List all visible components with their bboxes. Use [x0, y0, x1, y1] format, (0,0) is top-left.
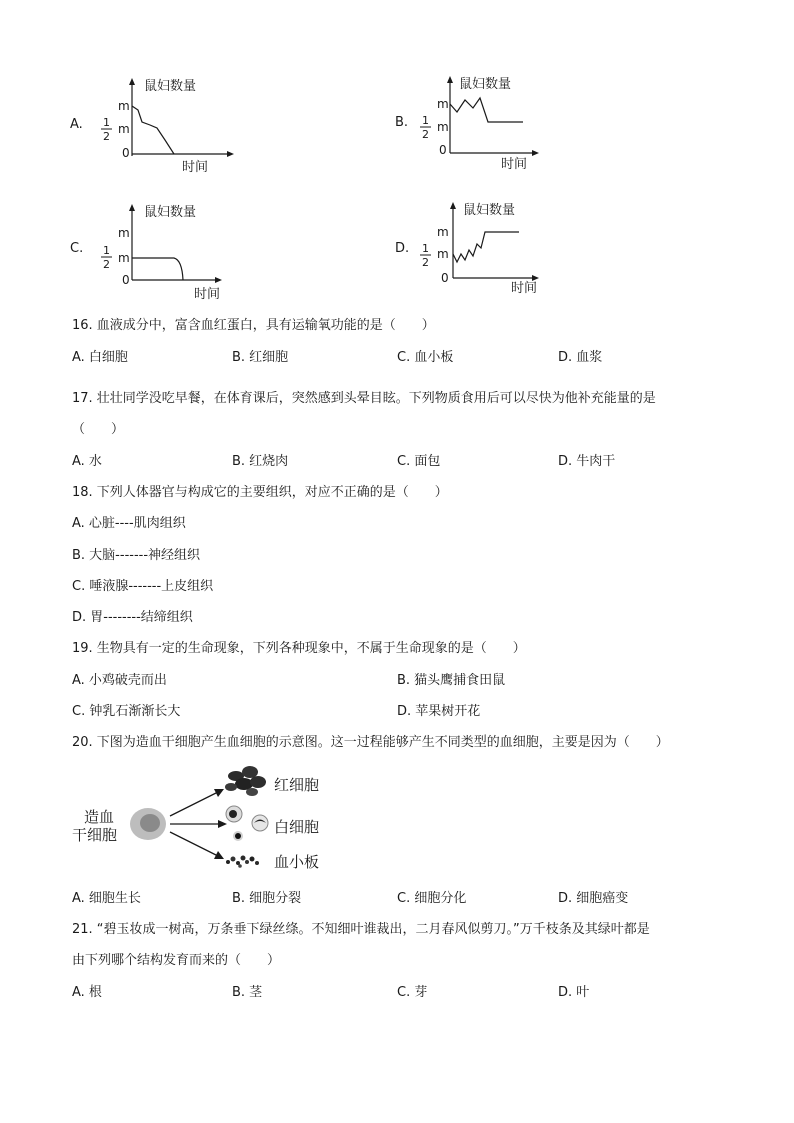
hematopoiesis-diagram [70, 762, 370, 882]
y-axis-label: 鼠妇数量 [144, 79, 197, 94]
half-m-label: m [437, 120, 449, 134]
x-axis-label: 时间 [511, 281, 538, 296]
y-axis-label: 鼠妇数量 [144, 205, 197, 220]
graph-option-b [395, 74, 575, 174]
half-numerator: 1 [422, 114, 429, 127]
half-numerator: 1 [103, 116, 110, 129]
m-label: m [437, 97, 449, 111]
graph-c-svg [70, 200, 250, 304]
zero-label: 0 [122, 146, 130, 160]
platelets [226, 856, 259, 868]
question-18-stem: 18. 下列人体器官与构成它的主要组织，对应不正确的是（ ） [72, 485, 448, 500]
q20-option-b[interactable]: B. 细胞分裂 [232, 891, 302, 906]
x-axis-label: 时间 [182, 160, 209, 175]
option-letter: D. [395, 241, 410, 256]
question-16-stem: 16. 血液成分中，富含血红蛋白，具有运输氧功能的是（ ） [72, 318, 435, 333]
option-letter: C. [70, 241, 84, 256]
half-m-label: m [437, 247, 449, 261]
q16-option-a[interactable]: A. 白细胞 [72, 350, 128, 365]
m-label: m [437, 225, 449, 239]
stem-cell-nucleus [140, 814, 160, 832]
half-m-label: m [118, 251, 130, 265]
q17-option-d[interactable]: D. 牛肉干 [558, 454, 616, 469]
question-21-stem-cont: 由下列哪个结构发育而来的（ ） [72, 953, 281, 968]
half-denominator: 2 [103, 258, 110, 271]
graph-a-svg [70, 76, 250, 176]
graph-d-svg [395, 198, 575, 302]
half-numerator: 1 [422, 242, 429, 255]
question-19-stem: 19. 生物具有一定的生命现象，下列各种现象中，不属于生命现象的是（ ） [72, 641, 526, 656]
curve-c [132, 258, 183, 280]
q16-option-c[interactable]: C. 血小板 [397, 350, 454, 365]
half-m-label: m [118, 122, 130, 136]
curve-d [453, 232, 519, 262]
stem-cell-label-line1: 造血 [84, 808, 115, 826]
q18-option-b[interactable]: B. 大脑-------神经组织 [72, 548, 201, 563]
q16-option-b[interactable]: B. 红细胞 [232, 350, 289, 365]
question-17-stem: 17. 壮壮同学没吃早餐，在体育课后，突然感到头晕目眩。下列物质食用后可以尽快为他补充能量的是 [72, 391, 656, 406]
q18-option-a[interactable]: A. 心脏----肌肉组织 [72, 516, 186, 531]
q18-option-d[interactable]: D. 胃--------结缔组织 [72, 610, 193, 625]
graph-option-a [70, 76, 250, 176]
q21-option-d[interactable]: D. 叶 [558, 985, 590, 1000]
m-label: m [118, 99, 130, 113]
q16-option-d[interactable]: D. 血浆 [558, 350, 603, 365]
q20-option-d[interactable]: D. 细胞癌变 [558, 891, 629, 906]
option-letter: A. [70, 117, 83, 132]
q20-option-a[interactable]: A. 细胞生长 [72, 891, 141, 906]
q21-option-b[interactable]: B. 茎 [232, 985, 263, 1000]
curve-b [450, 98, 523, 122]
q17-option-c[interactable]: C. 面包 [397, 454, 441, 469]
graph-option-d [395, 198, 575, 302]
half-denominator: 2 [422, 256, 429, 269]
y-axis-label: 鼠妇数量 [463, 203, 516, 218]
q21-option-c[interactable]: C. 芽 [397, 985, 428, 1000]
white-blood-cells [226, 806, 268, 841]
question-20-stem: 20. 下图为造血干细胞产生血细胞的示意图。这一过程能够产生不同类型的血细胞，主要是因为（ ） [72, 735, 669, 750]
red-blood-cells [225, 766, 266, 796]
half-denominator: 2 [103, 130, 110, 143]
question-17-stem-cont: （ ） [72, 422, 125, 437]
stem-cell-label-line2: 干细胞 [72, 826, 118, 844]
zero-label: 0 [439, 143, 447, 157]
y-axis-label: 鼠妇数量 [459, 77, 512, 92]
graph-option-c [70, 200, 250, 304]
q17-option-b[interactable]: B. 红烧肉 [232, 454, 289, 469]
platelet-label: 血小板 [274, 853, 320, 871]
m-label: m [118, 226, 130, 240]
q20-option-c[interactable]: C. 细胞分化 [397, 891, 467, 906]
q19-option-b[interactable]: B. 猫头鹰捕食田鼠 [397, 673, 506, 688]
half-denominator: 2 [422, 128, 429, 141]
white-cell-label: 白细胞 [274, 818, 320, 836]
q21-option-a[interactable]: A. 根 [72, 985, 102, 1000]
red-cell-label: 红细胞 [274, 776, 320, 794]
curve-a [132, 106, 174, 154]
x-axis-label: 时间 [501, 157, 528, 172]
x-axis-label: 时间 [194, 287, 221, 302]
option-letter: B. [395, 115, 409, 130]
q19-option-c[interactable]: C. 钟乳石渐渐长大 [72, 704, 181, 719]
q19-option-a[interactable]: A. 小鸡破壳而出 [72, 673, 167, 688]
question-21-stem: 21. “碧玉妆成一树高，万条垂下绿丝绦。不知细叶谁裁出，二月春风似剪刀。”万千枝条及其绿叶都是 [72, 922, 650, 937]
q18-option-c[interactable]: C. 唾液腺-------上皮组织 [72, 579, 214, 594]
q17-option-a[interactable]: A. 水 [72, 454, 102, 469]
zero-label: 0 [441, 271, 449, 285]
half-numerator: 1 [103, 244, 110, 257]
q19-option-d[interactable]: D. 苹果树开花 [397, 704, 481, 719]
zero-label: 0 [122, 273, 130, 287]
graph-b-svg [395, 74, 575, 174]
diagram-svg [70, 762, 370, 882]
